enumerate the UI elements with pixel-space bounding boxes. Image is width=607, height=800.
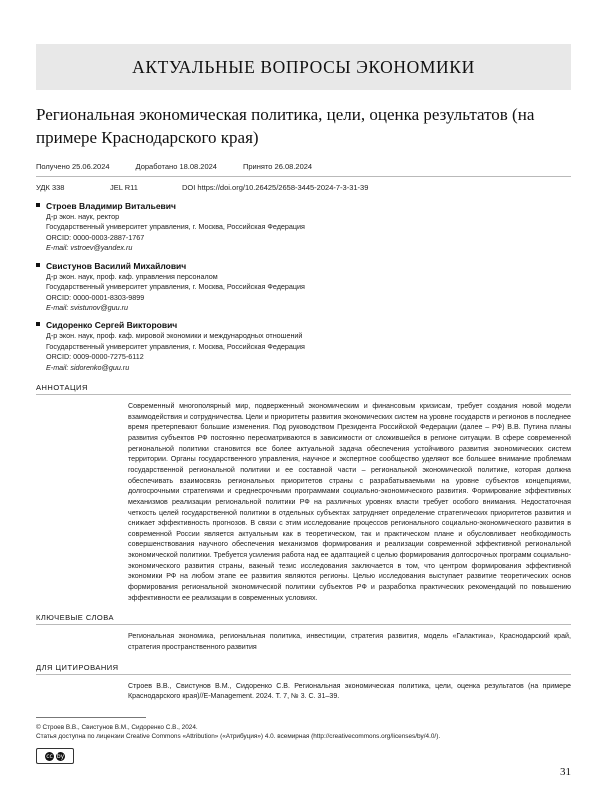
date-received: Получено 25.06.2024 (36, 161, 110, 171)
identifiers-row (36, 183, 571, 192)
square-bullet-icon (36, 322, 40, 326)
divider (36, 674, 571, 675)
cc-mark-icon: cc (46, 752, 53, 760)
footer-divider (36, 717, 146, 718)
author-orcid[interactable]: ORCID: 0000-0003-2887-1767 (46, 232, 145, 242)
divider (36, 176, 571, 177)
square-bullet-icon (36, 263, 40, 267)
banner-title: АКТУАЛЬНЫЕ ВОПРОСЫ ЭКОНОМИКИ (132, 56, 475, 77)
section-keywords (36, 613, 571, 652)
date-revised: Доработано 18.08.2024 (135, 161, 217, 171)
author-entry (36, 320, 571, 373)
citation-label: ДЛЯ ЦИТИРОВАНИЯ (36, 662, 119, 672)
square-bullet-icon (36, 203, 40, 207)
annotation-label: АННОТАЦИЯ (36, 383, 88, 393)
author-email[interactable]: E-mail: svistunov@guu.ru (46, 302, 128, 312)
by-mark-icon: by (56, 752, 65, 760)
divider (36, 394, 571, 395)
udk-code: УДК 338 (36, 182, 65, 192)
page-footer (36, 717, 571, 764)
author-email[interactable]: E-mail: vstroev@yandex.ru (46, 243, 133, 253)
citation-text: Строев В.В., Свистунов В.М., Сидоренко С.В. Региональная экономическая политика, цели, оценка результатов (на примере Краснодарского края)//E-Management. 2024. Т. 7, № 3. С. 31–39. (128, 681, 571, 701)
author-name: Свистунов Василий Михайлович (46, 260, 187, 271)
author-orcid[interactable]: ORCID: 0000-0001-8303-9899 (46, 292, 145, 302)
annotation-text: Современный многополярный мир, подверженный экономическим и финансовым кризисам, требует создания новой модели взаимодействия и сотрудничества. Цели и приоритеты развития экономических систем на уровне государств и регионов в последнее время претерпевают большие изменения. Под руководством Президента Российской Федерации (далее – РФ) В.В. Путина планы развития субъектов РФ постоянно пересматриваются в зависимости от сложившейся в регионе ситуации. В сфере современной региональной политики становится все более актуальной задача обеспечения устойчивого развития экономических систем территории. Органы государственного управления, научное и экспертное сообщество уделяют все большее внимание проблемам государственной региональной политики и ее составной части – региональной экономической политике, которая должна обеспечивать взаимосвязь региональных приоритетов страны с разрабатываемыми на уровне субъектов концепциями, долгосрочными стратегиями и среднесрочными программами социально-экономического развития. Формирование эффективных механизмов реализации региональной политики РФ на различных уровнях власти требует особого внимания. Недостаточная четкость целей государственной политики в отдельных субъектах затрудняет определение стратегических приоритетов развития и снижает эффективность прогнозов. В связи с этим исследование процессов регионального социально-экономического развития в современной России является актуальным как в теоретическом, так и практическом плане и обусловливает необходимость совершенствования научного обеспечения механизмов формирования и реализации современной эффективной региональной экономической политики. Требуется усиления работа над ее адаптацией с целью формирования долгосрочных программ социально-экономического развития страны, важный тезис исследования заключается в том, что центром формирования эффективной экономики РФ на любом этапе ее развития являются регионы. Целью исследования выступает развитие теоретических основ формирования региональной экономической политики субъектов РФ и разработка практических рекомендаций по повышению эффективности ее реализации в современных условиях. (128, 402, 571, 602)
divider (36, 624, 571, 625)
authors-list (36, 201, 571, 373)
author-email[interactable]: E-mail: sidorenko@guu.ru (46, 362, 130, 372)
author-degree: Д-р экон. наук, проф. каф. мировой экономики и международных отношений (46, 331, 303, 341)
author-degree: Д-р экон. наук, ректор (46, 211, 120, 221)
date-accepted: Принято 26.08.2024 (242, 161, 313, 171)
author-name: Сидоренко Сергей Викторович (46, 320, 178, 331)
author-affiliation: Государственный университет управления, г. Москва, Российская Федерация (46, 222, 305, 232)
author-affiliation: Государственный университет управления, г. Москва, Российская Федерация (46, 341, 305, 351)
license-text[interactable]: Статья доступна по лицензии Creative Commons «Attribution» («Атрибуция») 4.0. всемирная (http://creativecommons.org/licenses/by/4.0/). (36, 733, 441, 741)
author-degree: Д-р экон. наук, проф. каф. управления персоналом (46, 271, 218, 281)
title-block (36, 104, 571, 150)
section-annotation (36, 383, 571, 603)
section-banner (36, 44, 571, 90)
page-number: 31 (560, 766, 571, 778)
creative-commons-icon[interactable] (36, 748, 74, 764)
jel-code: JEL R11 (110, 182, 138, 192)
keywords-label: КЛЮЧЕВЫЕ СЛОВА (36, 613, 115, 623)
page-title: Региональная экономическая политика, цели, оценка результатов (на примере Краснодарского края) (36, 105, 535, 147)
copyright-text: © Строев В.В., Свистунов В.М., Сидоренко С.В., 2024. (36, 723, 198, 731)
author-entry (36, 261, 571, 314)
author-affiliation: Государственный университет управления, г. Москва, Российская Федерация (46, 282, 305, 292)
keywords-text: Региональная экономика, региональная политика, инвестиции, стратегия развития, модель «Галактика», Краснодарский край, стратегия пространственного развития (128, 632, 571, 651)
author-entry (36, 201, 571, 254)
doi-link[interactable]: DOI https://doi.org/10.26425/2658-3445-2024-7-3-31-39 (182, 182, 369, 192)
author-orcid[interactable]: ORCID: 0009-0000-7275-6112 (46, 352, 144, 362)
section-citation (36, 663, 571, 702)
dates-row (36, 162, 571, 171)
author-name: Строев Владимир Витальевич (46, 200, 176, 211)
